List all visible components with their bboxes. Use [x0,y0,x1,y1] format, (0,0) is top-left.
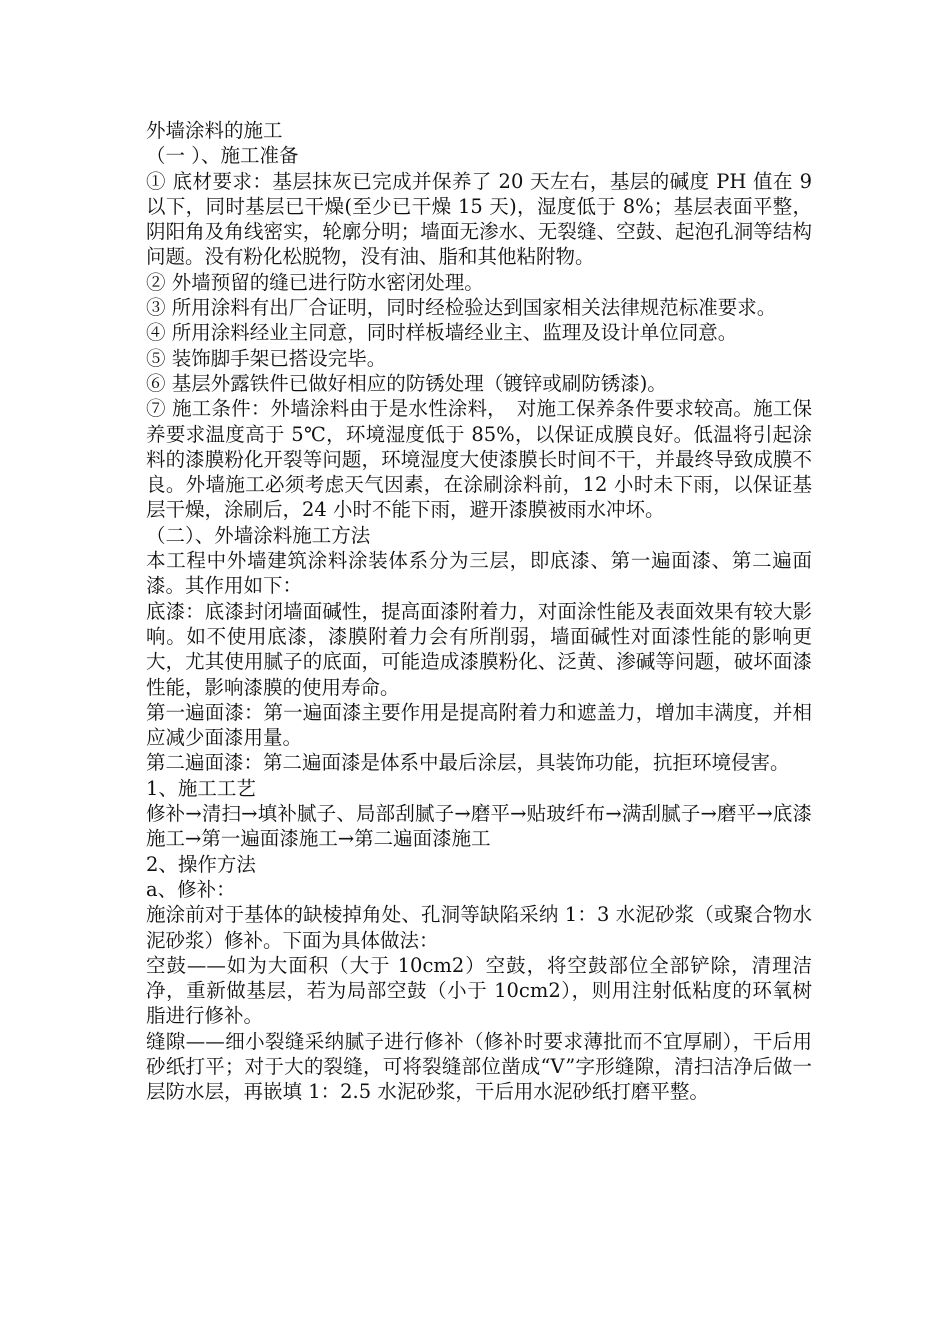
subsection-heading: 2、操作方法 [146,852,256,876]
paragraph: ⑤ 装饰脚手架已搭设完毕。 [146,346,387,370]
paragraph: ③ 所用涂料有出厂合证明，同时经检验达到国家相关法律规范标准要求。 [146,296,777,320]
paragraph: 缝隙——细小裂缝采纳腻子进行修补（修补时要求薄批而不宜厚刷），干后用砂纸打平；对于大的裂缝，可将裂缝部位凿成“V”字形缝隙，清扫洁净后做一层防水层，再嵌填 1：2.5 水泥砂浆，干后用水泥砂纸打磨平整。 [146,1029,812,1104]
section-heading: （一 ）、施工准备 [146,144,299,168]
paragraph: ④ 所用涂料经业主同意，同时样板墙经业主、监理及设计单位同意。 [146,321,738,345]
paragraph: 空鼓——如为大面积（大于 10cm2）空鼓，将空鼓部位全部铲除，清理洁净，重新做基层，若为局部空鼓（小于 10cm2），则用注射低粘度的环氧树脂进行修补。 [146,953,812,1028]
paragraph: 底漆：底漆封闭墙面碱性，提高面漆附着力，对面涂性能及表面效果有较大影响。如不使用底漆，漆膜附着力会有所削弱，墙面碱性对面漆性能的影响更大，尤其使用腻子的底面，可能造成漆膜粉化、泛黄、渗碱等问题，破坏面漆性能，影响漆膜的使用寿命。 [146,599,812,699]
section-heading: （二）、外墙涂料施工方法 [146,523,371,547]
subsection-heading: a、修补： [146,877,236,901]
paragraph: 本工程中外墙建筑涂料涂装体系分为三层，即底漆、第一遍面漆、第二遍面漆。其作用如下： [146,549,812,598]
paragraph: ② 外墙预留的缝已进行防水密闭处理。 [146,270,484,294]
subsection-heading: 1、施工工艺 [146,776,256,800]
paragraph: ⑦ 施工条件：外墙涂料由于是水性涂料， 对施工保养条件要求较高。施工保养要求温度高于 5℃，环境湿度低于 85%，以保证成膜良好。低温将引起涂料的漆膜粉化开裂等问题，环境湿度大使漆膜长时间不干，并最终导致成膜不良。外墙施工必须考虑天气因素，在涂刷涂料前，12 小时未下雨，以保证基层干燥，涂刷后，24 小时不能下雨，避开漆膜被雨水冲坏。 [146,397,812,522]
paragraph: 修补→清扫→填补腻子、局部刮腻子→磨平→贴玻纤布→满刮腻子→磨平→底漆施工→第一遍面漆施工→第二遍面漆施工 [146,802,812,851]
paragraph: 第二遍面漆：第二遍面漆是体系中最后涂层，具装饰功能，抗拒环境侵害。 [146,751,790,775]
paragraph: 施涂前对于基体的缺棱掉角处、孔洞等缺陷采纳 1：3 水泥砂浆（或聚合物水泥砂浆）修补。下面为具体做法： [146,903,812,952]
document-title: 外墙涂料的施工 [146,119,283,142]
paragraph: ⑥ 基层外露铁件已做好相应的防锈处理（镀锌或刷防锈漆)。 [146,371,667,395]
paragraph: 第一遍面漆：第一遍面漆主要作用是提高附着力和遮盖力，增加丰满度，并相应减少面漆用量。 [146,700,812,750]
paragraph: ① 底材要求：基层抹灰已完成并保养了 20 天左右，基层的碱度 PH 值在 9 以下，同时基层已干燥(至少已干燥 15 天)，湿度低于 8%；基层表面平整，阴阳角及角线密实，轮廓分明；墙面无渗水、无裂缝、空鼓、起泡孔洞等结构问题。没有粉化松脱物，没有油、脂和其他粘附物。 [146,169,812,269]
document-body [146,118,812,1105]
